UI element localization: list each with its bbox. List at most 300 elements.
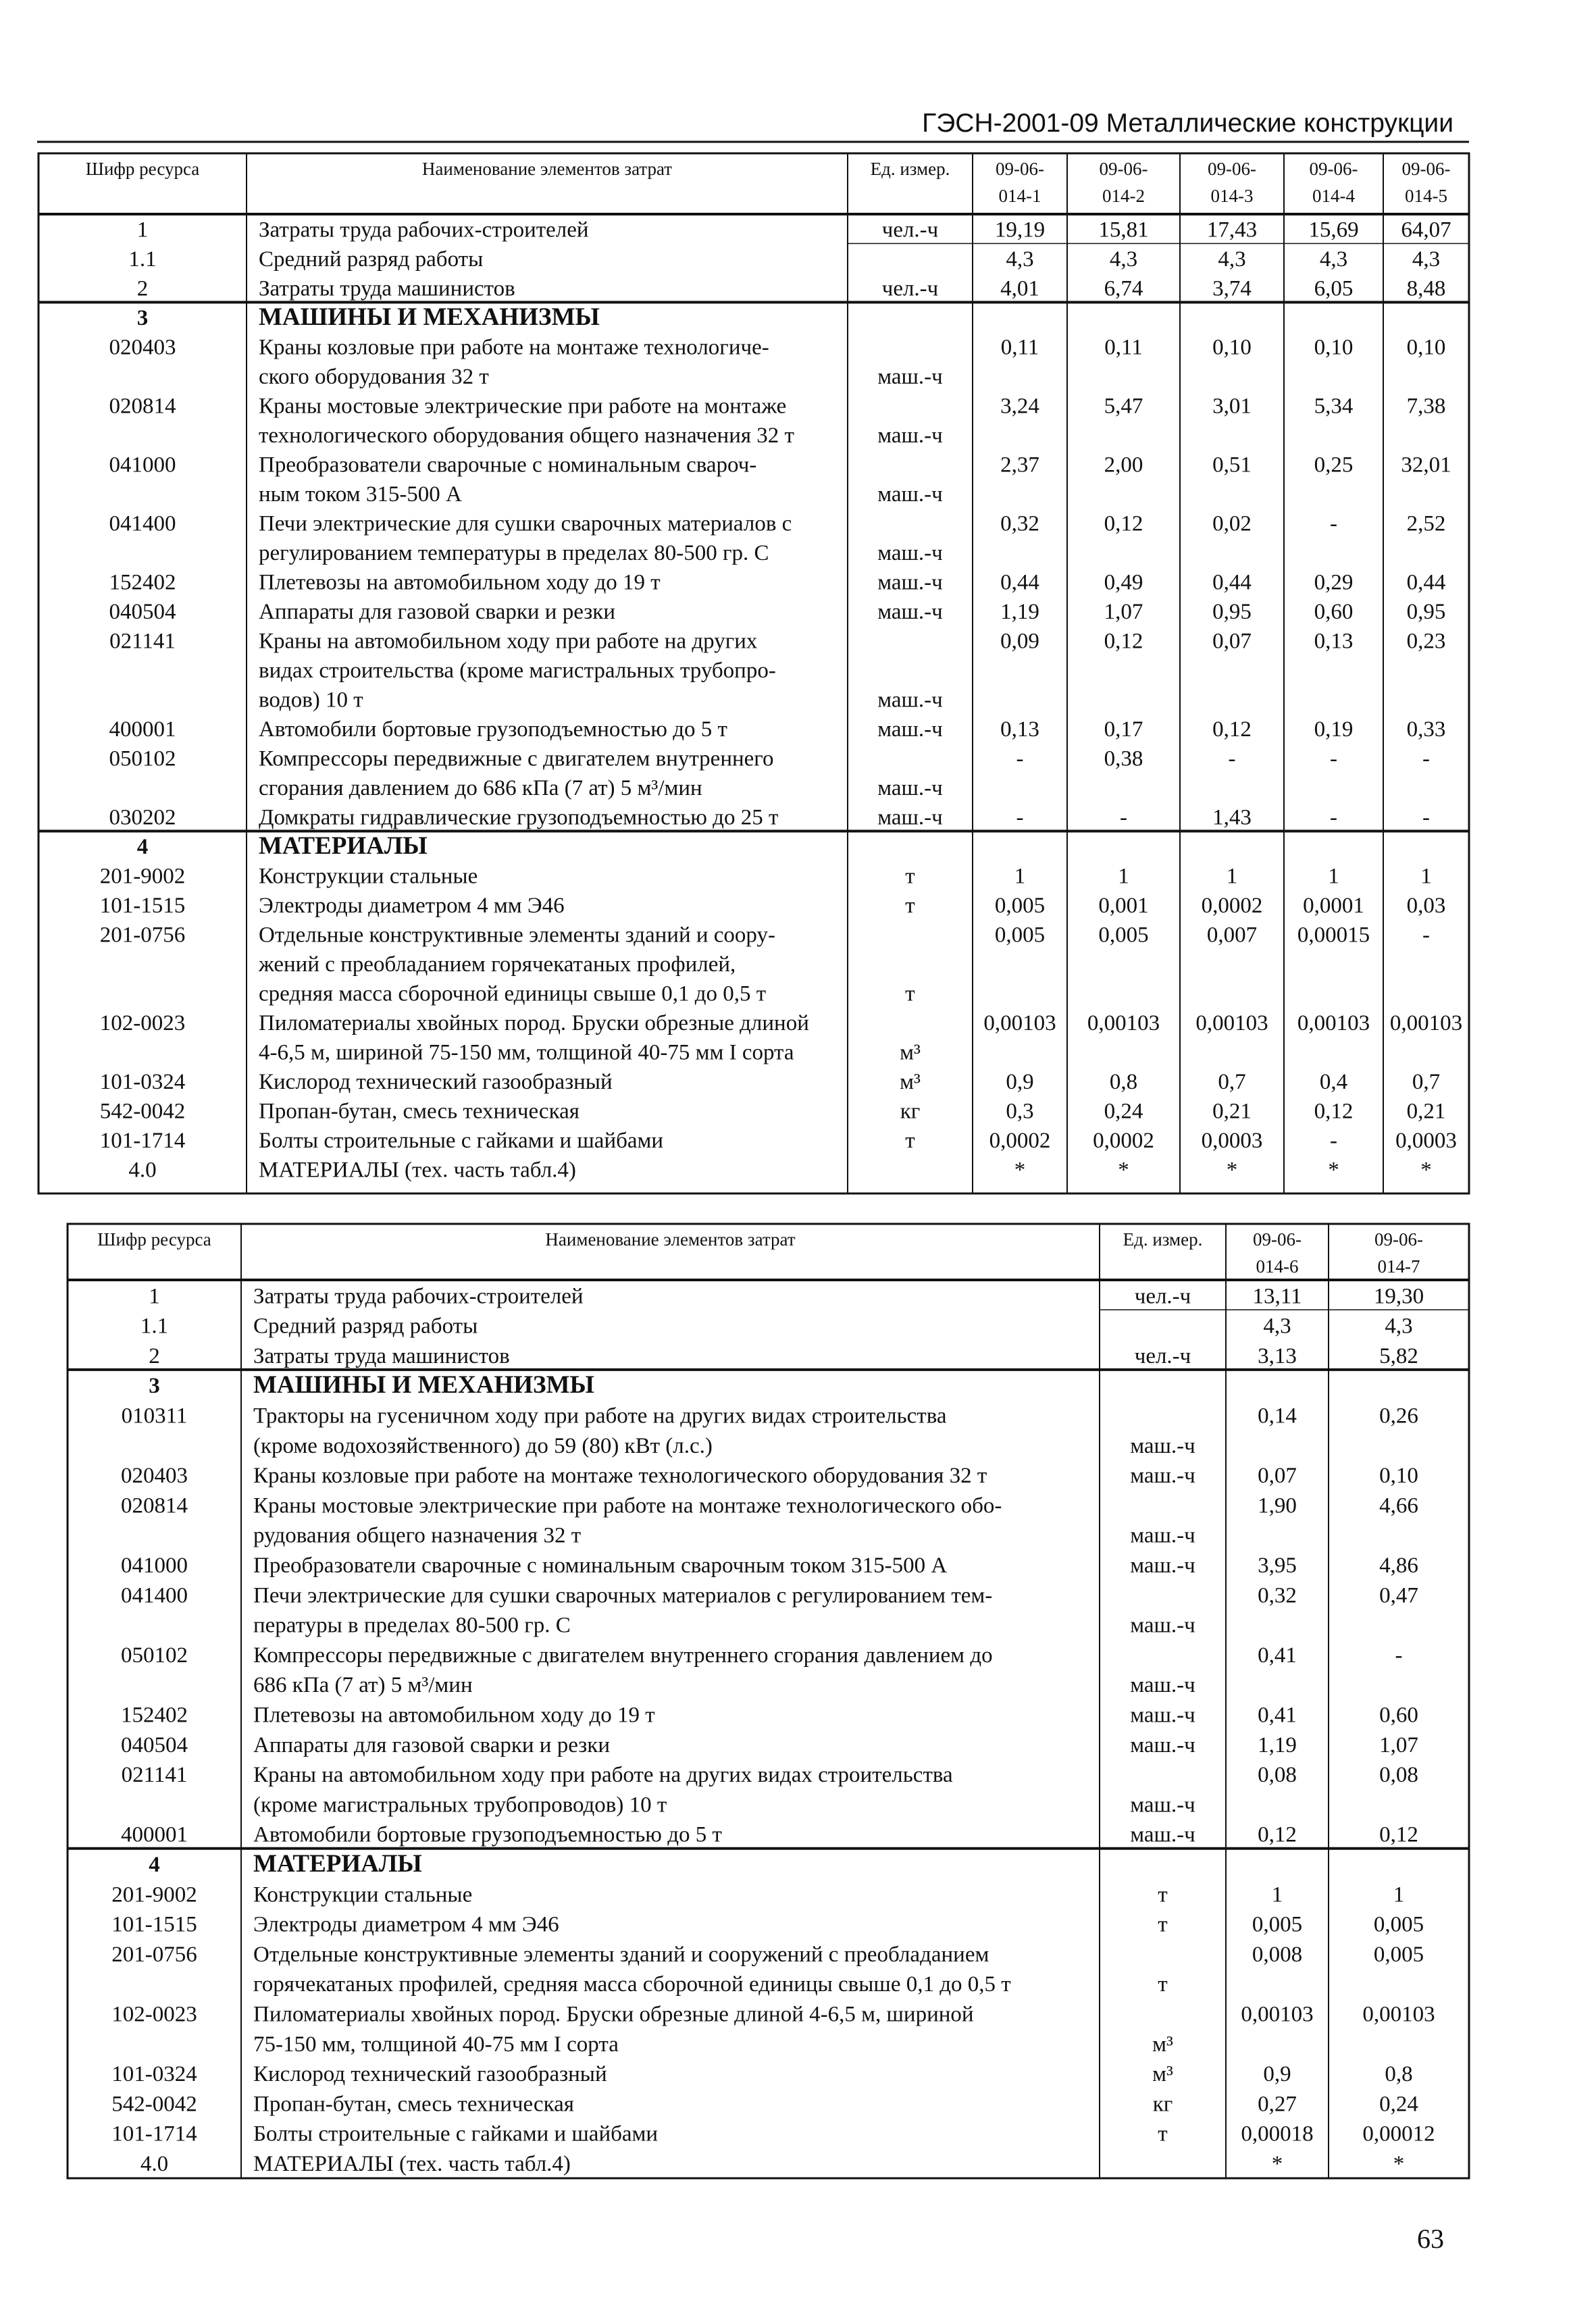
- norm-value: 5,34: [1314, 394, 1354, 419]
- section-title: МАШИНЫ И МЕХАНИЗМЫ: [259, 303, 600, 331]
- norm-value: 0,12: [1212, 717, 1252, 742]
- norm-value: 0,10: [1314, 335, 1354, 360]
- resource-code: 101-1714: [99, 1129, 186, 1153]
- section-title: МАШИНЫ И МЕХАНИЗМЫ: [253, 1371, 594, 1399]
- resource-code: 400001: [109, 717, 176, 742]
- resource-name-line: Болты строительные с гайками и шайбами: [259, 1129, 664, 1153]
- resource-name-line: Конструкции стальные: [253, 1882, 473, 1907]
- norm-value: 0,21: [1406, 1099, 1446, 1124]
- norm-value: *: [1393, 2152, 1405, 2176]
- norm-code-top: 09-06-: [1401, 159, 1451, 179]
- norm-value: -: [1330, 1129, 1337, 1153]
- norm-value: 3,24: [1000, 394, 1039, 419]
- norm-value: 0,13: [1314, 629, 1354, 654]
- norm-value: 1,07: [1104, 600, 1143, 624]
- resource-name-line: жений с преобладанием горячекатаных профилей,: [259, 952, 736, 977]
- unit-value: маш.-ч: [1130, 1613, 1195, 1638]
- resource-name-line: Аппараты для газовой сварки и резки: [259, 600, 615, 624]
- unit-value: чел.-ч: [881, 276, 939, 301]
- norm-value: 1,43: [1212, 805, 1252, 830]
- norm-value: 2,52: [1406, 511, 1446, 536]
- resource-name-line: Плетевозы на автомобильном ходу до 19 т: [259, 570, 661, 595]
- resource-name-line: Краны мостовые электрические при работе на монтаже: [259, 394, 787, 419]
- unit-value: маш.-ч: [1130, 1553, 1195, 1578]
- resource-name-line: средняя масса сборочной единицы свыше 0,1 до 0,5 т: [259, 981, 767, 1006]
- norm-code-bottom: 014-5: [1405, 186, 1447, 206]
- norm-value: *: [1226, 1158, 1238, 1183]
- resource-name-line: ского оборудования 32 т: [259, 365, 489, 389]
- resource-name-line: Средний разряд работы: [253, 1314, 478, 1339]
- resource-name-line: 4-6,5 м, шириной 75-150 мм, толщиной 40-75 мм I сорта: [259, 1040, 794, 1065]
- norm-value: 0,13: [1000, 717, 1039, 742]
- resource-code: 101-1515: [99, 894, 186, 918]
- unit-value: маш.-ч: [877, 688, 943, 713]
- resource-name-line: Компрессоры передвижные с двигателем внутреннего: [259, 746, 774, 771]
- resource-code: 030202: [109, 805, 176, 830]
- norm-value: 0,49: [1104, 570, 1143, 595]
- norm-value: 6,05: [1314, 276, 1354, 301]
- norm-code-bottom: 014-4: [1312, 186, 1355, 206]
- unit-value: м³: [900, 1040, 921, 1065]
- resource-table-1: [38, 153, 1469, 1193]
- header-code: Шифр ресурса: [97, 1229, 211, 1250]
- norm-value: *: [1328, 1158, 1339, 1183]
- norm-value: 0,005: [1098, 923, 1149, 948]
- resource-name-line: Плетевозы на автомобильном ходу до 19 т: [253, 1703, 655, 1728]
- resource-table-2: [68, 1224, 1469, 2178]
- norm-value: 4,3: [1412, 247, 1441, 272]
- norm-value: -: [1395, 1643, 1403, 1668]
- norm-value: 4,3: [1109, 247, 1138, 272]
- norm-value: 0,00103: [1362, 2002, 1435, 2027]
- norm-value: 1,19: [1258, 1732, 1297, 1757]
- norm-value: 0,0003: [1201, 1129, 1263, 1153]
- unit-value: чел.-ч: [881, 217, 939, 242]
- resource-name-line: Пропан-бутан, смесь техническая: [253, 2092, 574, 2117]
- norm-value: -: [1330, 511, 1337, 536]
- norm-value: 3,13: [1258, 1343, 1297, 1368]
- norm-value: 0,44: [1212, 570, 1252, 595]
- norm-value: 0,12: [1258, 1822, 1297, 1847]
- header-code: Шифр ресурса: [85, 159, 200, 179]
- norm-value: -: [1016, 805, 1024, 830]
- unit-value: маш.-ч: [1130, 1673, 1195, 1698]
- unit-value: кг: [1152, 2092, 1173, 2117]
- norm-value: 0,44: [1000, 570, 1039, 595]
- norm-value: 0,17: [1104, 717, 1143, 742]
- unit-value: т: [1158, 1972, 1168, 1997]
- norm-value: 0,00103: [1195, 1011, 1268, 1035]
- resource-name-line: Краны козловые при работе на монтаже технологиче-: [259, 335, 769, 360]
- resource-code: 040504: [109, 600, 176, 624]
- resource-name-line: видах строительства (кроме магистральных трубопро-: [259, 659, 776, 683]
- header-unit: Ед. измер.: [870, 159, 950, 179]
- resource-name-line: МАТЕРИАЛЫ (тех. часть табл.4): [259, 1158, 576, 1183]
- norm-value: 0,00103: [1389, 1011, 1463, 1035]
- unit-value: м³: [1152, 2032, 1173, 2057]
- norm-value: 0,38: [1104, 746, 1143, 771]
- norm-value: 0,11: [1000, 335, 1039, 360]
- resource-code: 2: [136, 276, 149, 301]
- resource-name-line: Домкраты гидравлические грузоподъемностью до 25 т: [259, 805, 779, 830]
- norm-value: 0,005: [1373, 1912, 1424, 1937]
- resource-name-line: Пиломатериалы хвойных пород. Бруски обрезные длиной 4-6,5 м, шириной: [253, 2002, 974, 2027]
- norm-value: 17,43: [1206, 217, 1258, 242]
- unit-value: кг: [900, 1099, 921, 1124]
- norm-value: 0,10: [1212, 335, 1252, 360]
- resource-name-line: Электроды диаметром 4 мм Э46: [253, 1912, 559, 1937]
- norm-value: 0,95: [1212, 600, 1252, 624]
- norm-value: 0,25: [1314, 453, 1354, 478]
- resource-code: 201-0756: [111, 1942, 197, 1967]
- resource-name-line: Затраты труда рабочих-строителей: [253, 1284, 584, 1309]
- norm-value: 0,07: [1258, 1464, 1297, 1489]
- unit-value: маш.-ч: [877, 717, 943, 742]
- resource-code: 2: [149, 1343, 160, 1368]
- norm-value: 2,00: [1104, 453, 1143, 478]
- section-number: 4: [149, 1853, 160, 1877]
- resource-code: 050102: [121, 1643, 188, 1668]
- unit-value: маш.-ч: [877, 423, 943, 448]
- resource-code: 041000: [121, 1553, 188, 1578]
- norm-value: 0,60: [1379, 1703, 1418, 1728]
- unit-value: т: [905, 894, 915, 918]
- norm-value: 0,0001: [1303, 894, 1364, 918]
- norm-code-top: 09-06-: [1374, 1229, 1423, 1250]
- unit-value: маш.-ч: [1130, 1822, 1195, 1847]
- norm-value: 0,005: [1252, 1912, 1303, 1937]
- resource-name-line: рудования общего назначения 32 т: [253, 1523, 582, 1548]
- norm-value: 0,33: [1406, 717, 1446, 742]
- norm-value: 1,19: [1000, 600, 1039, 624]
- unit-value: маш.-ч: [877, 570, 943, 595]
- norm-value: 0,00103: [1297, 1011, 1370, 1035]
- norm-value: 7,38: [1406, 394, 1446, 419]
- norm-value: 0,60: [1314, 600, 1354, 624]
- norm-value: 0,12: [1104, 629, 1143, 654]
- resource-code: 4.0: [128, 1158, 157, 1183]
- norm-code-top: 09-06-: [1099, 159, 1148, 179]
- norm-value: 0,4: [1319, 1070, 1348, 1094]
- norm-value: 4,86: [1379, 1553, 1418, 1578]
- unit-value: маш.-ч: [1130, 1793, 1195, 1818]
- unit-value: маш.-ч: [1130, 1523, 1195, 1548]
- resource-name-line: Электроды диаметром 4 мм Э46: [259, 894, 565, 918]
- resource-code: 101-1714: [111, 2122, 197, 2146]
- resource-name-line: (кроме водохозяйственного) до 59 (80) кВт (л.с.): [253, 1433, 713, 1458]
- running-header: ГЭСН-2001-09 Металлические конструкции: [922, 109, 1453, 138]
- resource-name-line: ным током 315-500 А: [259, 482, 462, 507]
- norm-value: *: [1271, 2152, 1283, 2176]
- norm-value: 0,03: [1406, 894, 1446, 918]
- norm-value: 3,01: [1212, 394, 1252, 419]
- norm-value: 0,00103: [983, 1011, 1056, 1035]
- resource-code: 041000: [109, 453, 176, 478]
- norm-value: 0,41: [1258, 1643, 1297, 1668]
- resource-name-line: Печи электрические для сушки сварочных материалов с: [259, 511, 792, 536]
- norm-value: *: [1118, 1158, 1129, 1183]
- norm-value: 1: [1226, 864, 1238, 889]
- resource-name-line: Затраты труда машинистов: [259, 276, 515, 301]
- resource-name-line: Преобразователи сварочные с номинальным свароч-: [259, 453, 757, 478]
- norm-value: 3,95: [1258, 1553, 1297, 1578]
- resource-code: 041400: [109, 511, 176, 536]
- norm-value: 0,008: [1252, 1942, 1303, 1967]
- norm-value: 19,19: [994, 217, 1046, 242]
- norm-value: 0,9: [1006, 1070, 1034, 1094]
- norm-value: -: [1120, 805, 1127, 830]
- norm-value: 0,005: [994, 923, 1046, 948]
- norm-value: 4,3: [1385, 1314, 1413, 1339]
- resource-code: 201-9002: [111, 1882, 197, 1907]
- resource-code: 020814: [121, 1493, 188, 1518]
- norm-value: 0,005: [994, 894, 1046, 918]
- norm-value: -: [1016, 746, 1024, 771]
- resource-name-line: Конструкции стальные: [259, 864, 478, 889]
- norm-value: 1: [1014, 864, 1026, 889]
- resource-name-line: Болты строительные с гайками и шайбами: [253, 2122, 659, 2146]
- norm-value: 0,27: [1258, 2092, 1297, 2117]
- unit-value: т: [905, 1129, 915, 1153]
- norm-value: 0,24: [1379, 2092, 1418, 2117]
- unit-value: т: [1158, 1912, 1168, 1937]
- resource-code: 1: [136, 217, 149, 242]
- resource-code: 021141: [109, 629, 176, 654]
- resource-name-line: МАТЕРИАЛЫ (тех. часть табл.4): [253, 2152, 571, 2176]
- resource-code: 542-0042: [99, 1099, 186, 1124]
- unit-value: маш.-ч: [877, 365, 943, 389]
- section-title: МАТЕРИАЛЫ: [259, 832, 428, 860]
- resource-code: 152402: [109, 570, 176, 595]
- norm-value: 0,95: [1406, 600, 1446, 624]
- norm-value: 0,23: [1406, 629, 1446, 654]
- norm-value: 32,01: [1401, 453, 1451, 478]
- resource-name-line: Преобразователи сварочные с номинальным сварочным током 315-500 А: [253, 1553, 948, 1578]
- norm-value: -: [1422, 805, 1430, 830]
- unit-value: маш.-ч: [1130, 1464, 1195, 1489]
- resource-code: 010311: [121, 1404, 188, 1429]
- resource-name-line: сгорания давлением до 686 кПа (7 ат) 5 м³/мин: [259, 776, 702, 800]
- norm-value: 64,07: [1401, 217, 1451, 242]
- norm-value: 4,66: [1379, 1493, 1418, 1518]
- norm-code-bottom: 014-6: [1256, 1256, 1299, 1277]
- norm-value: 0,14: [1258, 1404, 1297, 1429]
- resource-name-line: Средний разряд работы: [259, 247, 484, 272]
- norm-code-top: 09-06-: [996, 159, 1044, 179]
- resource-name-line: технологического оборудования общего назначения 32 т: [259, 423, 794, 448]
- norm-value: 1: [1271, 1882, 1283, 1907]
- resource-name-line: Отдельные конструктивные элементы зданий и сооружений с преобладанием: [253, 1942, 989, 1967]
- resource-code: 400001: [121, 1822, 188, 1847]
- resource-name-line: 686 кПа (7 ат) 5 м³/мин: [253, 1673, 473, 1698]
- resource-code: 021141: [121, 1763, 188, 1788]
- norm-value: 0,21: [1212, 1099, 1252, 1124]
- norm-code-bottom: 014-2: [1102, 186, 1145, 206]
- resource-name-line: Кислород технический газообразный: [259, 1070, 613, 1094]
- norm-value: 0,00103: [1241, 2002, 1314, 2027]
- norm-value: -: [1228, 746, 1236, 771]
- norm-value: 5,47: [1104, 394, 1143, 419]
- resource-name-line: пературы в пределах 80-500 гр. С: [253, 1613, 571, 1638]
- norm-value: 4,3: [1218, 247, 1246, 272]
- norm-value: 0,8: [1385, 2062, 1413, 2087]
- resource-name-line: 75-150 мм, толщиной 40-75 мм I сорта: [253, 2032, 619, 2057]
- norm-value: 0,32: [1000, 511, 1039, 536]
- norm-value: 0,007: [1206, 923, 1258, 948]
- resource-name-line: Кислород технический газообразный: [253, 2062, 607, 2087]
- resource-name-line: Аппараты для газовой сварки и резки: [253, 1732, 610, 1757]
- unit-value: маш.-ч: [1130, 1433, 1195, 1458]
- section-number: 3: [149, 1374, 160, 1399]
- unit-value: маш.-ч: [877, 776, 943, 800]
- norm-value: 0,7: [1218, 1070, 1246, 1094]
- norm-value: 0,00103: [1087, 1011, 1160, 1035]
- resource-code: 1.1: [140, 1314, 169, 1339]
- norm-value: 0,09: [1000, 629, 1039, 654]
- resource-name-line: Пропан-бутан, смесь техническая: [259, 1099, 580, 1124]
- norm-code-top: 09-06-: [1208, 159, 1256, 179]
- norm-value: 4,3: [1263, 1314, 1291, 1339]
- resource-code: 101-1515: [111, 1912, 197, 1937]
- norm-value: 0,51: [1212, 453, 1252, 478]
- norm-value: 15,69: [1308, 217, 1359, 242]
- norm-code-bottom: 014-7: [1377, 1256, 1420, 1277]
- norm-value: *: [1420, 1158, 1432, 1183]
- resource-code: 101-0324: [99, 1070, 186, 1094]
- norm-value: 0,0002: [1201, 894, 1263, 918]
- resource-code: 101-0324: [111, 2062, 197, 2087]
- norm-value: 0,7: [1412, 1070, 1441, 1094]
- norm-value: -: [1330, 746, 1337, 771]
- norm-value: -: [1422, 923, 1430, 948]
- resource-name-line: водов) 10 т: [259, 688, 363, 713]
- norm-value: 15,81: [1098, 217, 1149, 242]
- resource-code: 102-0023: [99, 1011, 186, 1035]
- header-name: Наименование элементов затрат: [421, 159, 673, 179]
- norm-value: 0,47: [1379, 1583, 1418, 1608]
- resource-code: 201-9002: [99, 864, 186, 889]
- norm-value: 0,32: [1258, 1583, 1297, 1608]
- norm-value: 0,10: [1406, 335, 1446, 360]
- resource-code: 041400: [121, 1583, 188, 1608]
- section-number: 4: [136, 835, 149, 859]
- norm-value: 1: [1393, 1882, 1405, 1907]
- resource-name-line: Краны мостовые электрические при работе на монтаже технологического обо-: [253, 1493, 1002, 1518]
- resource-name-line: Тракторы на гусеничном ходу при работе на других видах строительства: [253, 1404, 947, 1429]
- section-title: МАТЕРИАЛЫ: [253, 1850, 422, 1878]
- norm-value: 0,005: [1373, 1942, 1424, 1967]
- resource-code: 050102: [109, 746, 176, 771]
- norm-value: 0,02: [1212, 511, 1252, 536]
- unit-value: маш.-ч: [877, 482, 943, 507]
- norm-value: *: [1014, 1158, 1026, 1183]
- resource-name-line: Отдельные конструктивные элементы зданий и соору-: [259, 923, 775, 948]
- norm-value: 5,82: [1379, 1343, 1418, 1368]
- resource-code: 1.1: [128, 247, 157, 272]
- resource-name-line: Автомобили бортовые грузоподъемностью до 5 т: [253, 1822, 722, 1847]
- resource-code: 102-0023: [111, 2002, 197, 2027]
- norm-value: 0,08: [1258, 1763, 1297, 1788]
- resource-name-line: Компрессоры передвижные с двигателем внутреннего сгорания давлением до: [253, 1643, 993, 1668]
- norm-value: 0,29: [1314, 570, 1354, 595]
- norm-value: 8,48: [1406, 276, 1446, 301]
- norm-value: 0,41: [1258, 1703, 1297, 1728]
- norm-value: 0,44: [1406, 570, 1446, 595]
- resource-name-line: Печи электрические для сушки сварочных материалов с регулированием тем-: [253, 1583, 993, 1608]
- unit-value: м³: [1152, 2062, 1173, 2087]
- norm-value: 1: [1118, 864, 1129, 889]
- unit-value: т: [905, 981, 915, 1006]
- norm-value: 4,3: [1006, 247, 1034, 272]
- norm-value: 0,00015: [1297, 923, 1370, 948]
- norm-value: 0,0002: [1093, 1129, 1154, 1153]
- norm-code-bottom: 014-3: [1210, 186, 1254, 206]
- unit-value: маш.-ч: [877, 600, 943, 624]
- unit-value: маш.-ч: [1130, 1732, 1195, 1757]
- norm-value: 2,37: [1000, 453, 1039, 478]
- norm-value: 19,30: [1373, 1284, 1424, 1309]
- norm-code-bottom: 014-1: [998, 186, 1041, 206]
- resource-name-line: Затраты труда рабочих-строителей: [259, 217, 589, 242]
- norm-value: 1: [1328, 864, 1339, 889]
- norm-value: 0,0003: [1395, 1129, 1457, 1153]
- resource-code: 020403: [109, 335, 176, 360]
- resource-code: 020814: [109, 394, 176, 419]
- norm-value: -: [1330, 805, 1337, 830]
- norm-value: 0,8: [1109, 1070, 1138, 1094]
- norm-value: 0,08: [1379, 1763, 1418, 1788]
- norm-value: 0,11: [1104, 335, 1143, 360]
- unit-value: маш.-ч: [877, 541, 943, 565]
- norm-value: 0,12: [1379, 1822, 1418, 1847]
- norm-value: 0,9: [1263, 2062, 1291, 2087]
- resource-name-line: горячекатаных профилей, средняя масса сборочной единицы свыше 0,1 до 0,5 т: [253, 1972, 1011, 1997]
- norm-value: 6,74: [1104, 276, 1143, 301]
- norm-value: 0,0002: [989, 1129, 1051, 1153]
- unit-value: м³: [900, 1070, 921, 1094]
- resource-name-line: (кроме магистральных трубопроводов) 10 т: [253, 1793, 667, 1818]
- resource-name-line: Краны на автомобильном ходу при работе на других видах строительства: [253, 1763, 953, 1788]
- norm-value: 1: [1420, 864, 1432, 889]
- unit-value: т: [1158, 2122, 1168, 2146]
- resource-code: 4.0: [140, 2152, 169, 2176]
- resource-code: 020403: [121, 1464, 188, 1489]
- norm-code-top: 09-06-: [1309, 159, 1358, 179]
- unit-value: маш.-ч: [877, 805, 943, 830]
- section-number: 3: [136, 306, 149, 330]
- unit-value: т: [905, 864, 915, 889]
- norm-value: 1,90: [1258, 1493, 1297, 1518]
- norm-value: 1,07: [1379, 1732, 1418, 1757]
- resource-code: 542-0042: [111, 2092, 197, 2117]
- resource-name-line: Пиломатериалы хвойных пород. Бруски обрезные длиной: [259, 1011, 809, 1035]
- resource-name-line: Автомобили бортовые грузоподъемностью до 5 т: [259, 717, 727, 742]
- resource-name-line: регулированием температуры в пределах 80-500 гр. С: [259, 541, 769, 565]
- norm-value: -: [1422, 746, 1430, 771]
- page-number: 63: [1417, 2223, 1444, 2254]
- resource-code: 152402: [121, 1703, 188, 1728]
- norm-value: 0,001: [1098, 894, 1149, 918]
- header-unit: Ед. измер.: [1123, 1229, 1203, 1250]
- resource-code: 1: [149, 1284, 160, 1309]
- norm-value: 13,11: [1252, 1284, 1302, 1309]
- header-name: Наименование элементов затрат: [545, 1229, 796, 1250]
- norm-value: 0,00018: [1241, 2122, 1314, 2146]
- norm-code-top: 09-06-: [1253, 1229, 1302, 1250]
- norm-value: 0,26: [1379, 1404, 1418, 1429]
- unit-value: маш.-ч: [1130, 1703, 1195, 1728]
- resource-name-line: Затраты труда машинистов: [253, 1343, 510, 1368]
